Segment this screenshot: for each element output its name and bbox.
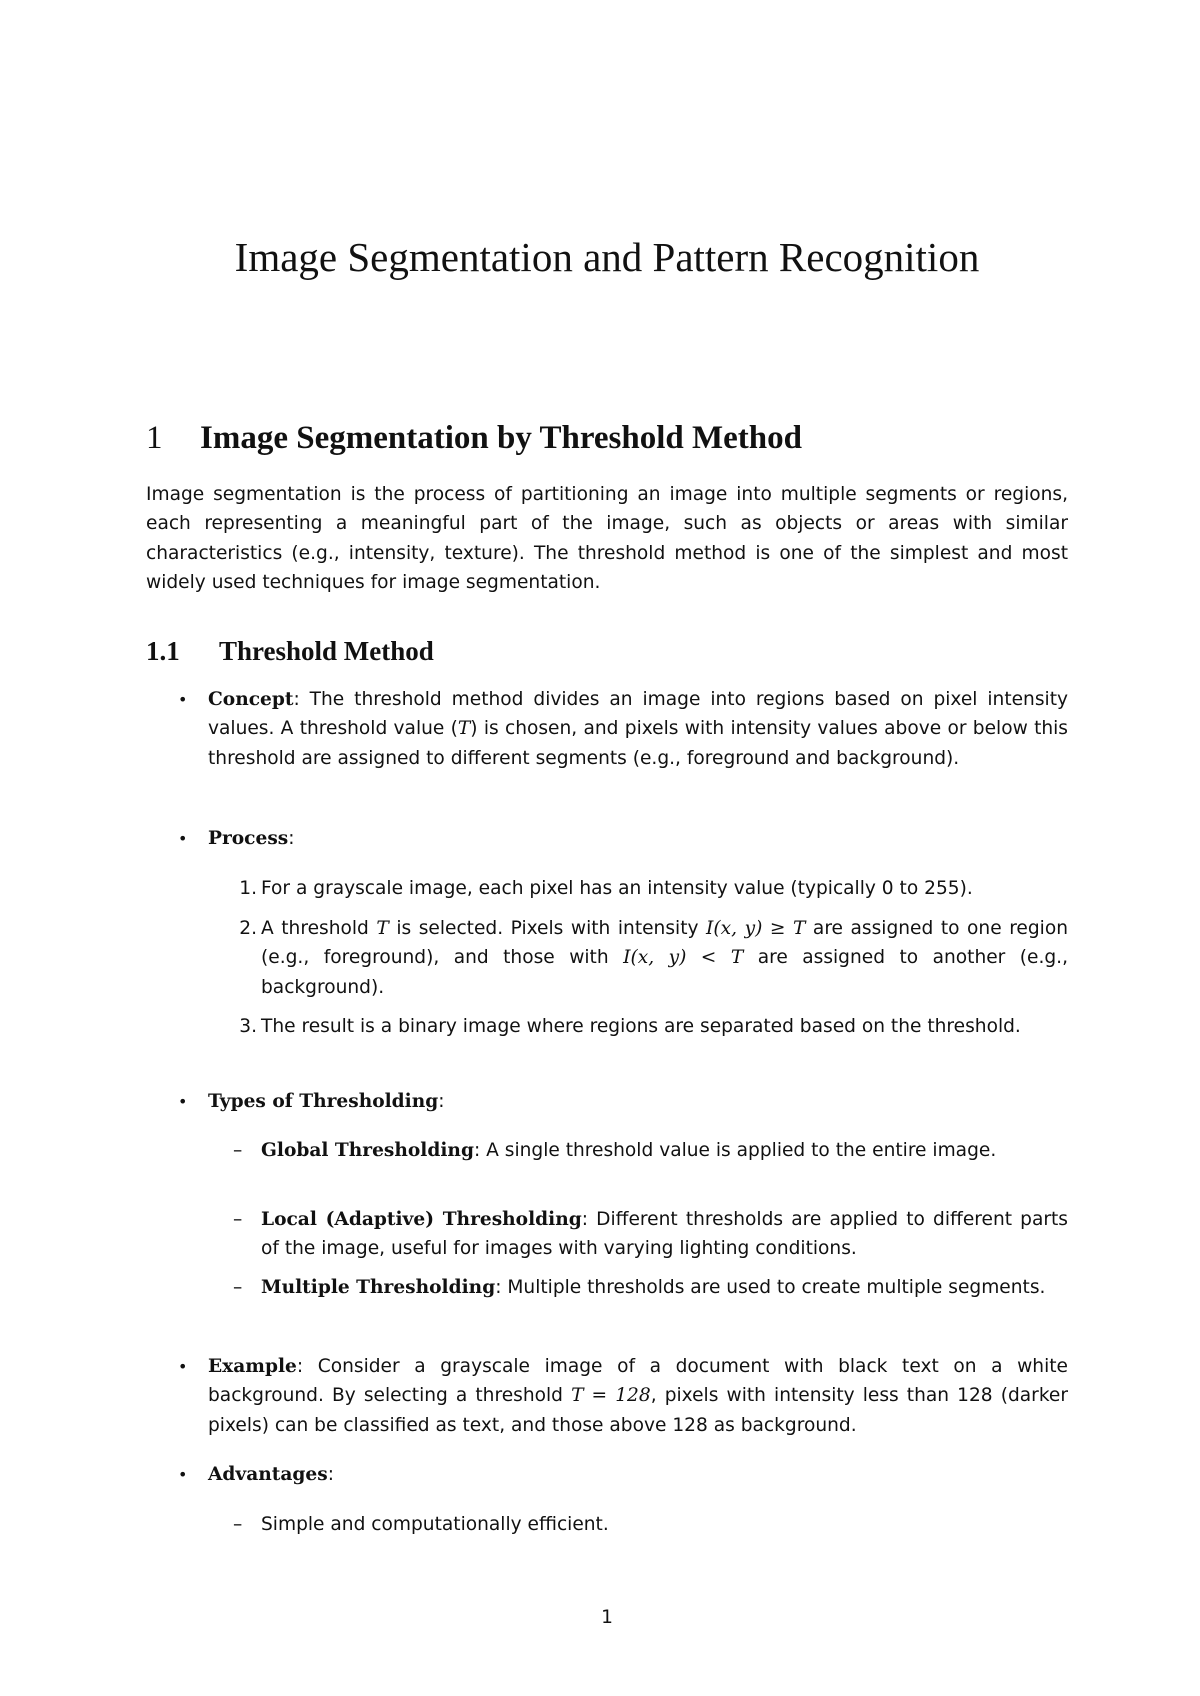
types-term: Types of Thresholding [208, 1091, 439, 1112]
dash-icon: – [233, 1514, 243, 1535]
example-text [208, 1352, 1068, 1440]
multiple-thresholding-term: Multiple Thresholding [261, 1277, 496, 1298]
process-label [208, 824, 1068, 853]
process-colon: : [288, 828, 295, 849]
subsection-number: 1.1 [146, 636, 180, 666]
step-text [261, 914, 1068, 1002]
global-thresholding-term: Global Thresholding [261, 1140, 474, 1161]
subsection-title: Threshold Method [219, 636, 434, 666]
math-inequality-lt: I(x, y) < T [623, 947, 744, 969]
example-text-b: , pixels with intensity less than 128 (darker pixels) can be classified as text, and those above 128 as background. [208, 1385, 1069, 1436]
types-label [208, 1087, 1068, 1116]
example-term: Example [208, 1356, 297, 1377]
section-heading [146, 418, 1068, 458]
advantages-colon: : [327, 1464, 334, 1485]
bullet-icon: • [178, 1465, 188, 1484]
multiple-thresholding-text: : Multiple thresholds are used to create multiple segments. [495, 1277, 1046, 1298]
concept-text [208, 685, 1068, 773]
dash-icon: – [233, 1140, 243, 1161]
step-number: 2. [239, 918, 257, 939]
step-text: For a grayscale image, each pixel has an intensity value (typically 0 to 255). [261, 878, 973, 899]
concept-text-b: ) is chosen, and pixels with intensity values above or below this threshold are assigned to different segments (e.g., foreground and background). [208, 718, 1068, 769]
dash-icon: – [233, 1209, 243, 1230]
document-page [146, 0, 1068, 1696]
section-title: Image Segmentation by Threshold Method [200, 420, 802, 456]
concept-text-a: : The threshold method divides an image into regions based on pixel intensity values. A threshold value ( [208, 689, 1068, 740]
bullet-icon: • [178, 829, 188, 848]
step2-text-c: are assigned to one region (e.g., foreground), and those with [261, 918, 1068, 969]
step-text: The result is a binary image where regions are separated based on the threshold. [261, 1016, 1021, 1037]
example-text-a: : Consider a grayscale image of a document with black text on a white background. By selecting a threshold [208, 1356, 1068, 1407]
concept-term: Concept [208, 689, 294, 710]
local-thresholding-term: Local (Adaptive) Thresholding [261, 1209, 582, 1230]
document-title: Image Segmentation and Pattern Recognition [234, 234, 980, 280]
types-colon: : [438, 1091, 445, 1112]
step2-text-d: are assigned to another (e.g., background). [261, 947, 1069, 998]
process-term: Process [208, 828, 289, 849]
global-thresholding-text: : A single threshold value is applied to the entire image. [473, 1140, 997, 1161]
subsection-heading [146, 634, 1068, 668]
math-T: T [376, 918, 389, 939]
math-inequality-ge: I(x, y) ≥ T [706, 918, 806, 939]
step2-text-b: is selected. Pixels with intensity [388, 918, 707, 939]
advantages-term: Advantages [208, 1464, 328, 1485]
section-number: 1 [146, 420, 163, 456]
page-number: 1 [601, 1607, 613, 1628]
advantages-item-text: Simple and computationally efficient. [261, 1514, 609, 1535]
advantages-label [208, 1460, 1068, 1489]
bullet-icon: • [178, 1092, 188, 1111]
step-number: 1. [239, 878, 257, 899]
local-thresholding-text: : Different thresholds are applied to different parts of the image, useful for images with varying lighting conditions. [261, 1209, 1068, 1260]
math-equation: T = 128 [571, 1385, 651, 1407]
types-item-text [261, 1205, 1068, 1264]
step2-text-a: A threshold [261, 918, 377, 939]
math-T: T [457, 718, 471, 740]
bullet-icon: • [178, 690, 188, 709]
types-item-text [261, 1136, 1068, 1165]
bullet-icon: • [178, 1357, 188, 1376]
intro-paragraph: Image segmentation is the process of partitioning an image into multiple segments or regions, each representing a meaningful part of the image, such as objects or areas with similar characteristics (e.g., intensity, texture). The threshold method is one of the simplest and most widely used techniques for image segmentation. [146, 484, 1068, 594]
dash-icon: – [233, 1277, 243, 1298]
step-number: 3. [239, 1016, 257, 1037]
types-item-text [261, 1273, 1068, 1302]
